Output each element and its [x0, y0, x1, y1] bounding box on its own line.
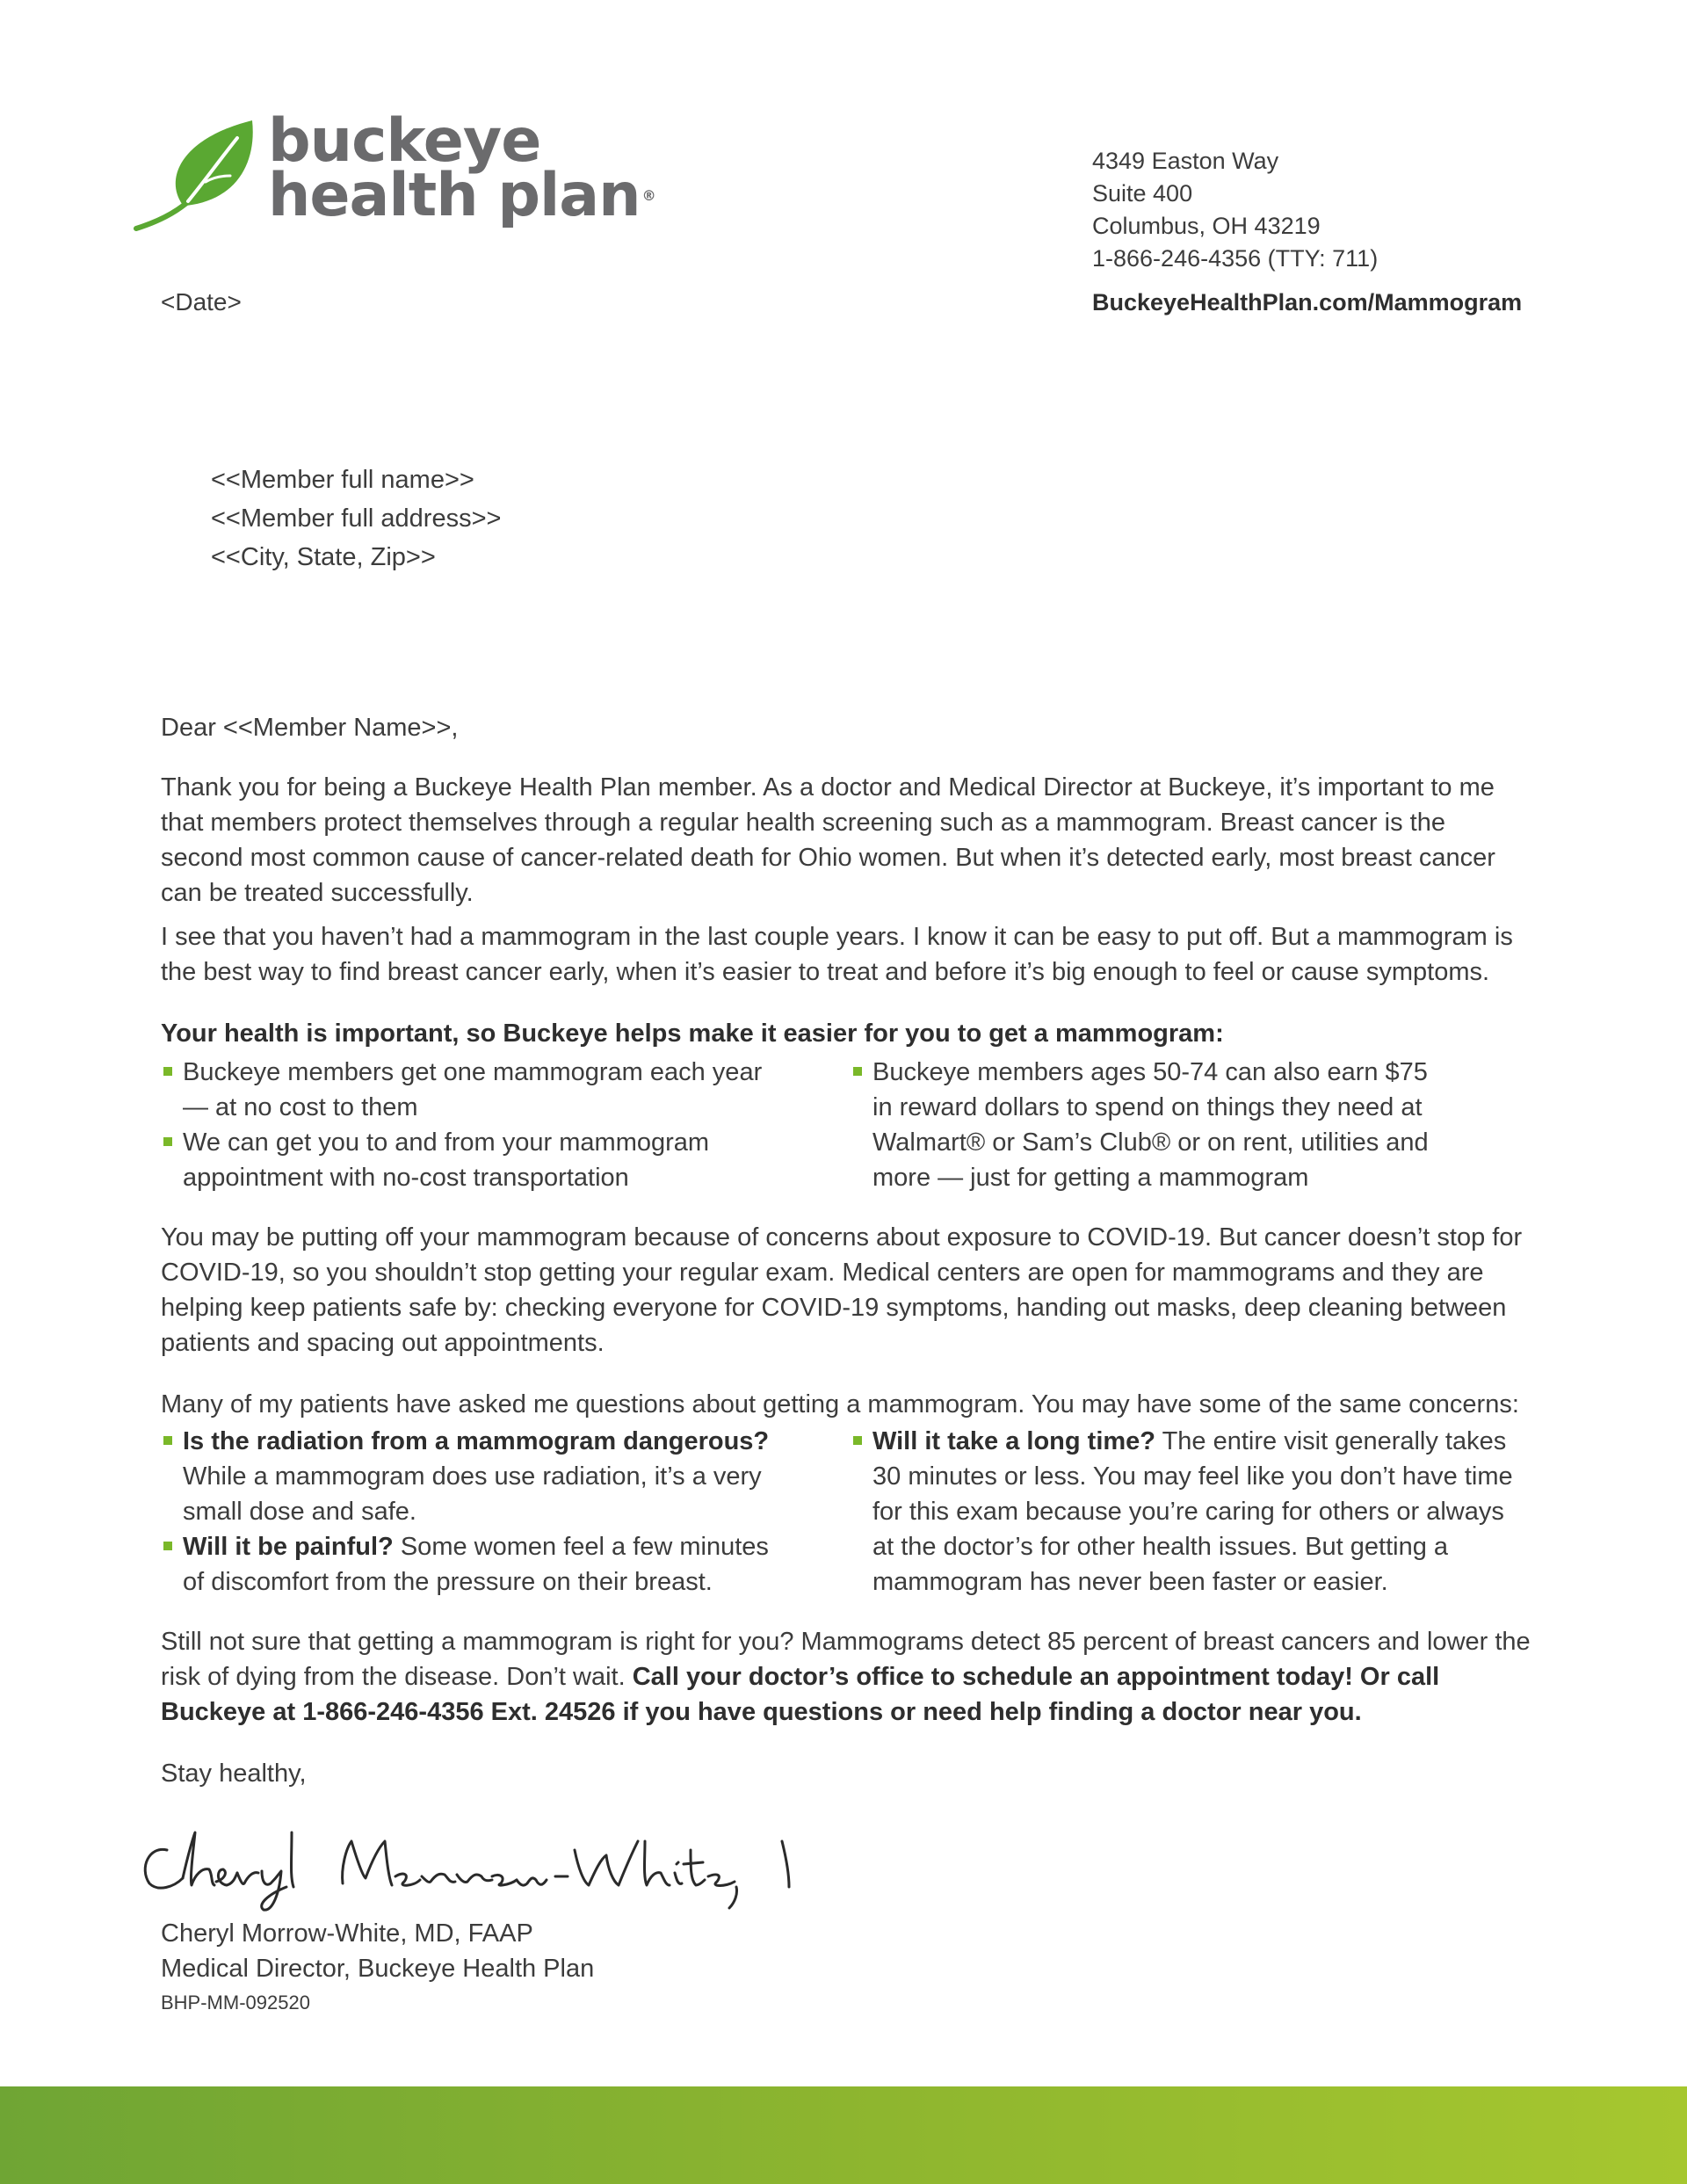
concern-item — [161, 1424, 793, 1529]
benefits-right-column — [851, 1055, 1448, 1195]
concern-question: Will it be painful? — [183, 1533, 394, 1561]
recipient-city: <<City, State, Zip>> — [211, 543, 436, 571]
logo-registered-mark: ® — [641, 187, 656, 204]
concerns-intro: Many of my patients have asked me questions about getting a mammogram. You may have some of the same concerns: — [161, 1390, 1519, 1419]
recipient-address: <<Member full address>> — [211, 504, 502, 533]
signer-title: Medical Director, Buckeye Health Plan — [161, 1955, 595, 1983]
concerns-left-column — [161, 1424, 793, 1600]
recipient-block — [211, 461, 501, 577]
paragraph-covid: You may be putting off your mammogram because of concerns about exposure to COVID-19. But cancer doesn’t stop for COVID-19, so you shouldn’t stop getting your regular exam. Medical centers are open for mammograms and they are helping keep patients safe by: checking everyone for COVID-19 symptoms, handing out masks, deep cleaning between patients and spacing out appointments. — [161, 1223, 1523, 1357]
cta-normal-text: Still not sure that getting a mammogram is right for you? Mammograms detect 85 percent of breast cancers and lower the risk of dying from the disease. Don’t wait. — [161, 1628, 1531, 1691]
signer-block — [161, 1916, 594, 1986]
concern-item — [161, 1529, 793, 1600]
address-line-3: Columbus, OH 43219 — [1092, 213, 1321, 239]
letter-date: <Date> — [161, 288, 242, 316]
address-line-2: Suite 400 — [1092, 180, 1193, 207]
cta-bold-text: Call your doctor’s office to schedule an appointment today! Or call Buckeye at 1-866-246-4356 Ext. 24526 if you have questions or need help finding a doctor near you. — [161, 1663, 1440, 1726]
closing: Stay healthy, — [161, 1760, 307, 1788]
benefit-item: We can get you to and from your mammogram appointment with no-cost transportation — [161, 1125, 793, 1195]
concern-answer: While a mammogram does use radiation, it’s a very small dose and safe. — [183, 1462, 762, 1526]
logo-line-1: buckeye — [268, 106, 541, 176]
concern-question: Is the radiation from a mammogram dangerous? — [183, 1427, 770, 1455]
concern-answer: The entire visit generally takes 30 minutes or less. You may feel like you don’t have time for this exam because you’re caring for others or always at the doctor’s for other health issues. But getting a mammogram has never been faster or easier. — [872, 1427, 1513, 1596]
logo-wordmark — [268, 106, 656, 230]
document-code: BHP-MM-092520 — [161, 1992, 310, 2013]
paragraph-overdue: I see that you haven’t had a mammogram in the last couple years. I know it can be easy to put off. But a mammogram is the best way to find breast cancer early, when it’s easier to treat and before it’s big enough to feel or cause symptoms. — [161, 923, 1513, 986]
address-phone: 1-866-246-4356 (TTY: 711) — [1092, 245, 1379, 272]
signer-name: Cheryl Morrow-White, MD, FAAP — [161, 1919, 533, 1948]
concern-question: Will it take a long time? — [872, 1427, 1156, 1455]
paragraph-call-to-action — [161, 1624, 1531, 1730]
salutation: Dear <<Member Name>>, — [161, 714, 459, 742]
logo-leaf-icon — [134, 116, 265, 248]
handwritten-signature — [132, 1806, 826, 1920]
address-line-1: 4349 Easton Way — [1092, 148, 1279, 174]
concern-item — [851, 1424, 1527, 1600]
website-link[interactable]: BuckeyeHealthPlan.com/Mammogram — [1092, 289, 1523, 316]
benefit-item: Buckeye members get one mammogram each year — at no cost to them — [161, 1055, 793, 1125]
benefits-left-column — [161, 1055, 793, 1195]
paragraph-intro: Thank you for being a Buckeye Health Plan member. As a doctor and Medical Director at Buckeye, it’s important to me that members protect themselves through a regular health screening such as a mammogram. Breast cancer is the second most common cause of cancer-related death for Ohio women. But when it’s detected early, most breast cancer can be treated successfully. — [161, 773, 1495, 907]
concern-answer: Some women feel a few minutes of discomfort from the pressure on their breast. — [183, 1533, 769, 1596]
benefit-item: Buckeye members ages 50-74 can also earn $75 in reward dollars to spend on things they need at Walmart® or Sam’s Club® or on rent, utilities and more — just for getting a mammogram — [851, 1055, 1448, 1195]
sender-address — [1092, 145, 1378, 275]
recipient-name: <<Member full name>> — [211, 466, 474, 494]
concerns-right-column — [851, 1424, 1527, 1600]
footer-bar — [0, 2086, 1687, 2184]
logo-line-2-text: health plan — [268, 161, 641, 230]
benefits-heading: Your health is important, so Buckeye helps make it easier for you to get a mammogram: — [161, 1019, 1224, 1048]
logo-line-2 — [268, 161, 656, 230]
